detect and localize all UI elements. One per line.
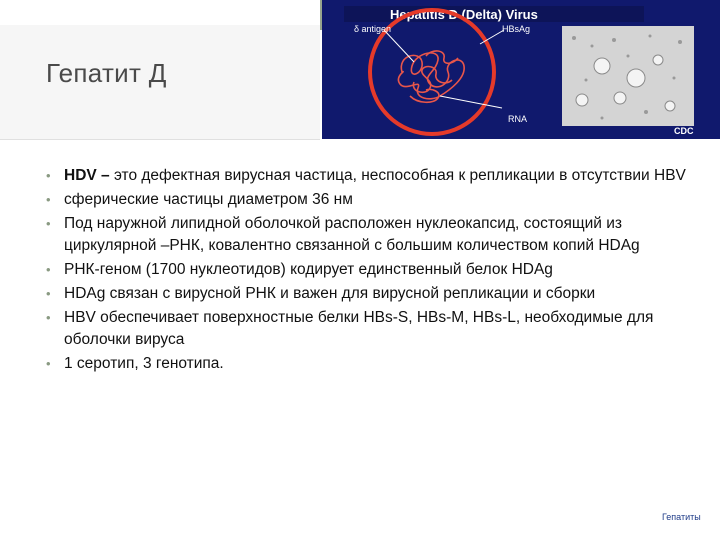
bullet-marker: • (46, 262, 51, 277)
bullet-text: Под наружной липидной оболочкой расположен нуклеокапсид, состоящий из циркулярной –РНК, ковалентно связанной с большим количеством копий HDAg (64, 215, 640, 254)
slide-footer: Гепатиты (662, 512, 701, 522)
figure-header: Hepatitis D (Delta) Virus (390, 7, 538, 22)
bullet-item (46, 259, 696, 281)
bullet-marker: • (46, 216, 51, 231)
bullet-item (46, 189, 696, 211)
top-band-spacer (0, 0, 320, 25)
micrograph-image (562, 26, 694, 126)
bullet-list (46, 165, 696, 377)
bullet-text: HBV обеспечивает поверхностные белки HBs-S, HBs-M, HBs-L, необходимые для оболочки вируса (64, 309, 654, 348)
slide-title: Гепатит Д (46, 58, 167, 88)
bullet-item (46, 283, 696, 305)
bullet-marker: • (46, 192, 51, 207)
bullet-text: РНК-геном (1700 нуклеотидов) кодирует единственный белок HDAg (64, 261, 553, 278)
bullet-lead: HDV – (64, 167, 114, 184)
electron-micrograph (562, 26, 694, 126)
bullet-text: HDAg связан с вирусной РНК и важен для вирусной репликации и сборки (64, 285, 596, 302)
bullet-text: сферические частицы диаметром 36 нм (64, 191, 353, 208)
bullet-text: это дефектная вирусная частица, неспособная к репликации в отсутствии HBV (113, 167, 686, 184)
bullet-marker: • (46, 168, 51, 183)
rna-label: RNA (508, 114, 528, 124)
bullet-item (46, 213, 696, 257)
bullet-text: 1 серотип, 3 генотипа. (64, 355, 224, 372)
bullet-marker: • (46, 286, 51, 301)
hbsag-label: HBsAg (502, 24, 531, 34)
bullet-marker: • (46, 356, 51, 371)
bullet-marker: • (46, 310, 51, 325)
antigen-label: δ antigen (354, 24, 392, 34)
bullet-item (46, 353, 696, 375)
bullet-item (46, 165, 696, 187)
bullet-item (46, 307, 696, 351)
cdc-logo-text: CDC (674, 126, 694, 136)
